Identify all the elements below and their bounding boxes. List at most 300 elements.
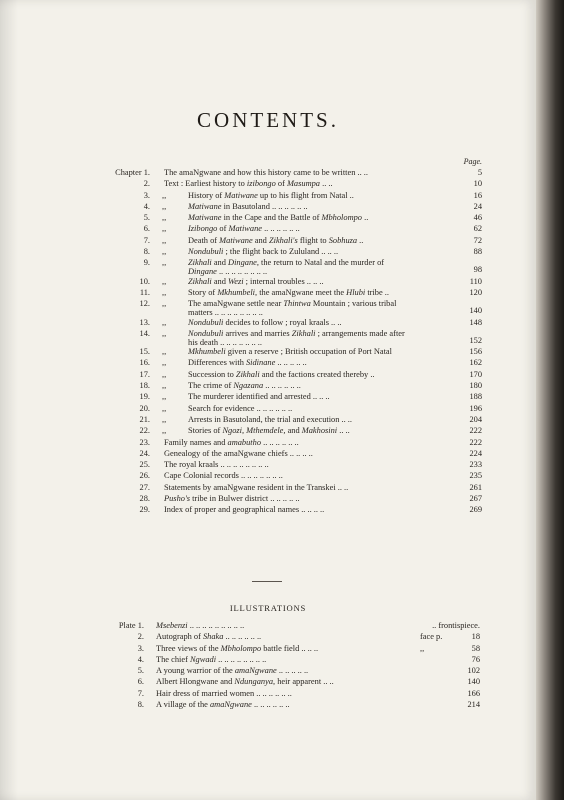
- title-line: [188, 392, 330, 401]
- chapter-title: [188, 191, 442, 200]
- title-line: [164, 179, 333, 188]
- page-title: CONTENTS.: [197, 108, 339, 132]
- italic-text: Nondubuli: [188, 247, 224, 257]
- italic-text: Sidinane: [245, 358, 276, 368]
- italic-text: amaNgwane: [209, 700, 252, 710]
- title-line: [188, 329, 405, 338]
- title-line: [164, 483, 348, 492]
- ditto-mark: ,,: [162, 287, 167, 297]
- illustration-entry: [102, 632, 480, 643]
- chapter-number: 9.: [143, 258, 150, 268]
- entry-text: ; internal troubles .. .. ..: [243, 276, 324, 286]
- illustration-entry: [102, 644, 480, 655]
- italic-text: Nondubuli: [188, 317, 224, 327]
- italic-text: Matiwane: [224, 190, 258, 200]
- toc-entry: [102, 168, 482, 179]
- chapter-title: [188, 236, 442, 245]
- page-number: 222: [469, 437, 482, 447]
- chapter-number: 29.: [139, 505, 150, 515]
- page-number: 235: [469, 471, 482, 481]
- title-line: [188, 247, 338, 256]
- entry-text: Stories of: [188, 426, 223, 436]
- ditto-mark: ,,: [162, 414, 167, 424]
- entry-text: up to his flight from Natal ..: [257, 190, 354, 200]
- section-divider: [252, 581, 282, 582]
- page-number: .. frontispiece.: [432, 621, 480, 630]
- toc-entry: [102, 460, 482, 471]
- chapter-number: 10.: [139, 276, 150, 286]
- italic-text: Thintwa: [283, 299, 311, 309]
- ditto-mark: ,,: [162, 247, 167, 257]
- ditto-mark: ,,: [162, 201, 167, 211]
- illustration-title: [156, 644, 414, 653]
- chapter-title: [188, 426, 442, 435]
- toc-entry: [102, 247, 482, 258]
- italic-text: Mkhumbeli: [188, 347, 226, 357]
- illustration-entry: [102, 621, 480, 632]
- page-number: 5: [477, 168, 482, 177]
- chapter-title: [188, 277, 442, 286]
- illustration-title: [156, 655, 414, 664]
- entry-text: Death of: [188, 235, 220, 245]
- ditto-mark: ,,: [162, 358, 167, 368]
- illustrations-heading: ILLUSTRATIONS: [229, 603, 307, 613]
- facing-page-label: ,,: [420, 643, 425, 653]
- chapter-title: [164, 449, 442, 458]
- entry-text: Three views of the: [156, 643, 221, 653]
- italic-text: Wezi: [228, 276, 244, 286]
- plate-number: 5.: [137, 666, 144, 676]
- plate-number: 8.: [137, 700, 144, 710]
- entry-text: , the amaNgwane meet the: [255, 287, 347, 297]
- entry-text: Arrests in Basutoland, the trial and execution .. ..: [188, 414, 352, 424]
- entry-text: A village of the: [156, 700, 210, 710]
- ditto-mark: ,,: [162, 235, 167, 245]
- toc-entry: [102, 370, 482, 381]
- entry-text: A young warrior of the: [156, 666, 235, 676]
- page-number: 72: [473, 235, 482, 245]
- italic-text: izibongo: [246, 179, 276, 189]
- title-line-continued: [188, 308, 442, 317]
- page-number: 224: [469, 448, 482, 458]
- page-number: 140: [469, 306, 482, 316]
- chapter-title: [188, 392, 442, 401]
- entry-text: ; the flight back to Zululand .. .. ..: [223, 247, 339, 257]
- ditto-mark: ,,: [162, 276, 167, 286]
- entry-text: .. .. .. .. .. ..: [261, 437, 299, 447]
- ditto-mark: ,,: [162, 403, 167, 413]
- toc-entry: [102, 381, 482, 392]
- title-line: [188, 358, 307, 367]
- ditto-mark: ,,: [162, 213, 167, 223]
- italic-text: Pusho's: [164, 494, 190, 504]
- entry-text: tribe ..: [365, 287, 389, 297]
- chapter-title: [188, 224, 442, 233]
- page-number: 162: [469, 358, 482, 368]
- illustration-title: [156, 677, 414, 686]
- entry-text: .. .. .. .. .. ..: [261, 224, 300, 234]
- italic-text: Dingane: [228, 258, 257, 268]
- entry-text: The chief: [156, 654, 190, 664]
- toc-entry: [102, 471, 482, 482]
- chapter-title: [188, 329, 442, 347]
- entry-text: The royal kraals .. .. .. .. .. .. .. ..: [164, 460, 269, 470]
- title-line: [188, 224, 300, 233]
- chapter-title: [188, 258, 442, 276]
- chapter-title: [188, 318, 442, 327]
- chapter-number: 16.: [139, 358, 150, 368]
- toc-entry: [102, 392, 482, 403]
- title-line: [188, 213, 368, 222]
- ditto-mark: ,,: [162, 224, 167, 234]
- page-number: 188: [469, 392, 482, 402]
- toc-entry: [102, 179, 482, 190]
- entry-text: .. .. .. .. ..: [276, 666, 309, 676]
- entry-text: flight to: [297, 235, 329, 245]
- chapter-title: [164, 168, 442, 177]
- chapter-number: 17.: [139, 369, 150, 379]
- title-line: [188, 258, 384, 267]
- toc-entry: [102, 505, 482, 516]
- entry-text: ..: [362, 213, 369, 223]
- page-number: 58: [471, 643, 480, 653]
- title-line-continued: [188, 338, 442, 347]
- page-number: 62: [473, 224, 482, 234]
- entry-text: Differences with: [188, 358, 246, 368]
- chapter-title: [188, 288, 442, 297]
- title-line: [188, 426, 350, 435]
- italic-text: Matiwane: [188, 213, 222, 223]
- italic-text: Izibongo: [188, 224, 218, 234]
- toc-entry: [102, 236, 482, 247]
- entry-text: , the return to Natal and the murder of: [256, 258, 385, 268]
- entry-text: Hair dress of married women .. .. .. .. .. ..: [156, 688, 292, 698]
- chapter-title: [188, 358, 442, 367]
- toc-entry: [102, 358, 482, 369]
- page-number: 267: [469, 494, 482, 504]
- entry-text: .. .. .. .. .. .. .. .. ..: [187, 621, 245, 630]
- entry-text: ..: [357, 235, 364, 245]
- italic-text: Ngwadi: [189, 654, 217, 664]
- title-line: [188, 347, 392, 356]
- toc-entry: [102, 213, 482, 224]
- chapter-title: [164, 505, 442, 514]
- toc-entry: [102, 347, 482, 358]
- illustration-title: [156, 621, 414, 630]
- page-number: 76: [471, 654, 480, 664]
- entry-text: Succession to: [188, 369, 236, 379]
- chapter-number: 4.: [143, 201, 150, 211]
- entry-text: ; arrangements made after: [315, 328, 405, 338]
- toc-entry: [102, 299, 482, 317]
- entry-text: History of: [188, 190, 225, 200]
- italic-text: amabutho: [227, 437, 261, 447]
- entry-text: matters .. .. .. .. .. .. .. ..: [188, 308, 263, 318]
- chapter-title: [164, 438, 442, 447]
- illustration-title: [156, 632, 414, 641]
- chapter-number: 20.: [139, 403, 150, 413]
- chapter-number: 18.: [139, 381, 150, 391]
- plate-number: 6.: [137, 677, 144, 687]
- title-line: [188, 299, 396, 308]
- illustration-title: [156, 666, 414, 675]
- ditto-mark: ,,: [162, 317, 167, 327]
- ditto-mark: ,,: [162, 392, 167, 402]
- toc-entry: [102, 426, 482, 437]
- page-number: 98: [473, 265, 482, 275]
- italic-text: Matiwane: [228, 224, 262, 234]
- plate-number: 3.: [137, 643, 144, 653]
- illustration-entry: [102, 655, 480, 666]
- chapter-number: 15.: [139, 347, 150, 357]
- entry-text: .. ..: [320, 179, 333, 189]
- chapter-number: 14.: [139, 328, 150, 338]
- title-line: [188, 202, 308, 211]
- page-number: 152: [469, 335, 482, 345]
- entry-text: of: [275, 179, 287, 189]
- ditto-mark: ,,: [162, 347, 167, 357]
- title-line: [188, 415, 352, 424]
- italic-text: Msebenzi: [156, 621, 188, 630]
- page-number: 196: [469, 403, 482, 413]
- chapter-title: [188, 347, 442, 356]
- chapter-number: 5.: [143, 213, 150, 223]
- page-number: 170: [469, 369, 482, 379]
- toc-entry: [102, 277, 482, 288]
- italic-text: Shaka: [202, 632, 224, 642]
- italic-text: Masumpa: [286, 179, 320, 189]
- chapter-title: [188, 404, 442, 413]
- page-number: 148: [469, 317, 482, 327]
- chapter-number: 12.: [139, 299, 150, 309]
- entry-text: and: [211, 258, 229, 268]
- chapter-number: 28.: [139, 494, 150, 504]
- chapter-number: 13.: [139, 317, 150, 327]
- chapter-number: 22.: [139, 426, 150, 436]
- illustration-title: [156, 689, 414, 698]
- toc-entry: [102, 415, 482, 426]
- ditto-mark: ,,: [162, 328, 167, 338]
- page-number: 88: [473, 247, 482, 257]
- chapter-number: 19.: [139, 392, 150, 402]
- page-number: 140: [467, 677, 480, 687]
- entry-text: Statements by amaNgwane resident in the Transkei .. ..: [164, 482, 349, 492]
- italic-text: Mbholompo: [321, 213, 362, 223]
- chapter-number: 7.: [143, 235, 150, 245]
- title-line-continued: [188, 267, 442, 276]
- toc-entry: [102, 202, 482, 213]
- entry-text: .. .. .. .. .. .. .. ..: [216, 654, 267, 664]
- entry-text: and: [252, 235, 269, 245]
- chapter-title: [164, 483, 442, 492]
- page-number: 233: [469, 460, 482, 470]
- chapter-number: 25.: [139, 460, 150, 470]
- plate-number: Plate 1.: [118, 621, 144, 630]
- chapter-title: [164, 460, 442, 469]
- chapter-title: [164, 179, 442, 188]
- italic-text: Zikhali: [188, 276, 212, 286]
- page-number: 102: [467, 666, 480, 676]
- entry-text: tribe in Bulwer district .. .. .. .. ..: [190, 494, 300, 504]
- entry-text: Index of proper and geographical names .. .. .. ..: [164, 505, 325, 515]
- toc-entry: [102, 404, 482, 415]
- entry-text: The amaNgwane and how this history came to be written .. ..: [164, 168, 368, 177]
- entry-text: The murderer identified and arrested .. .. ..: [188, 392, 330, 402]
- title-line: [188, 404, 292, 413]
- title-line: [164, 168, 368, 177]
- entry-text: The crime of: [188, 381, 234, 391]
- illustration-entry: [102, 689, 480, 700]
- chapter-title: [164, 494, 442, 503]
- entry-text: Text : Earliest history to: [164, 179, 247, 189]
- entry-text: decides to follow ; royal kraals .. ..: [223, 317, 342, 327]
- contents-rows: [102, 168, 482, 517]
- page-number: 156: [469, 347, 482, 357]
- title-line: [188, 370, 375, 379]
- entry-text: .. .. .. .. .. ..: [251, 700, 290, 710]
- entry-text: .. .. .. .. .. .. .. ..: [216, 267, 268, 277]
- toc-entry: [102, 449, 482, 460]
- page-number: 166: [467, 688, 480, 698]
- italic-text: Hlubi: [346, 287, 366, 297]
- italic-text: Matiwane: [219, 235, 253, 245]
- italic-text: Ndunganya: [234, 677, 274, 687]
- page-column-header: Page.: [463, 157, 482, 166]
- chapter-title: [188, 415, 442, 424]
- ditto-mark: ,,: [162, 426, 167, 436]
- chapter-title: [188, 213, 442, 222]
- title-line: [188, 277, 324, 286]
- page-number: 222: [469, 426, 482, 436]
- chapter-title: [188, 370, 442, 379]
- italic-text: Mbholompo: [220, 643, 262, 653]
- title-line: [164, 438, 299, 447]
- italic-text: Zikhali: [291, 328, 316, 338]
- plate-number: 7.: [137, 688, 144, 698]
- chapter-number: Chapter 1.: [115, 168, 150, 177]
- title-line: [164, 505, 324, 514]
- page-number: 120: [469, 287, 482, 297]
- italic-text: Makhosini: [301, 426, 338, 436]
- entry-text: in the Cape and the Battle of: [221, 213, 322, 223]
- entry-text: battle field .. .. ..: [261, 643, 319, 653]
- page-number: 180: [469, 381, 482, 391]
- toc-entry: [102, 438, 482, 449]
- entry-text: .. ..: [337, 426, 350, 436]
- page-number: 10: [473, 179, 482, 189]
- italic-text: Nondubuli: [188, 328, 224, 338]
- title-line: [188, 236, 363, 245]
- page-number: 261: [469, 482, 482, 492]
- title-line: [188, 288, 389, 297]
- entry-text: and: [211, 276, 229, 286]
- entry-text: Cape Colonial records .. .. .. .. .. .. ..: [164, 471, 283, 481]
- illustration-entry: [102, 700, 480, 711]
- entry-text: in Basutoland .. .. .. .. .. ..: [221, 201, 308, 211]
- ditto-mark: ,,: [162, 190, 167, 200]
- ditto-mark: ,,: [162, 369, 167, 379]
- italic-text: amaNgwane: [234, 666, 277, 676]
- toc-entry: [102, 494, 482, 505]
- page-number: 18: [471, 632, 480, 642]
- toc-entry: [102, 329, 482, 347]
- plate-number: 2.: [137, 632, 144, 642]
- entry-text: arrives and marries: [223, 328, 292, 338]
- entry-text: given a reserve ; British occupation of Port Natal: [225, 347, 392, 357]
- entry-text: Family names and: [164, 437, 228, 447]
- entry-text: Albert Hlongwane and: [156, 677, 235, 687]
- chapter-number: 11.: [139, 287, 150, 297]
- chapter-number: 23.: [139, 437, 150, 447]
- chapter-number: 3.: [143, 190, 150, 200]
- entry-text: Search for evidence .. .. .. .. .. ..: [188, 403, 293, 413]
- page-number: 110: [469, 276, 482, 286]
- title-line: [164, 494, 300, 503]
- italic-text: Sobhuza: [328, 235, 358, 245]
- entry-text: The amaNgwane settle near: [188, 299, 284, 309]
- toc-entry: [102, 288, 482, 299]
- toc-entry: [102, 191, 482, 202]
- entry-text: his death .. .. .. .. .. .. ..: [188, 337, 262, 347]
- ditto-mark: ,,: [162, 258, 167, 268]
- italic-text: Zikhali's: [268, 235, 298, 245]
- title-line: [188, 318, 342, 327]
- toc-entry: [102, 483, 482, 494]
- italic-text: Ngazana: [233, 381, 264, 391]
- chapter-title: [164, 471, 442, 480]
- title-line: [188, 381, 301, 390]
- entry-text: Mountain ; various tribal: [310, 299, 397, 309]
- italic-text: Zikhali: [188, 258, 212, 268]
- italic-text: Zikhali: [235, 369, 260, 379]
- entry-text: .. .. .. .. ..: [275, 358, 307, 368]
- illustration-rows: [102, 621, 480, 711]
- illustration-entry: [102, 677, 480, 688]
- italic-text: Mkhumbeli: [217, 287, 255, 297]
- chapter-title: [188, 247, 442, 256]
- page-edge-shadow: [536, 0, 564, 800]
- title-line: [164, 460, 269, 469]
- title-line: [164, 471, 283, 480]
- toc-entry: [102, 318, 482, 329]
- chapter-title: [188, 381, 442, 390]
- ditto-mark: ,,: [162, 381, 167, 391]
- facing-page-label: face p.: [420, 632, 443, 642]
- chapter-title: [188, 299, 442, 317]
- title-line: [164, 449, 313, 458]
- italic-text: Ngozi, Mthemdele,: [222, 426, 286, 436]
- illustrations-table: [102, 621, 480, 711]
- illustration-entry: [102, 666, 480, 677]
- page-number: 269: [469, 505, 482, 515]
- entry-text: .. .. .. .. .. ..: [223, 632, 262, 642]
- entry-text: Autograph of: [156, 632, 203, 642]
- page-number: 46: [473, 213, 482, 223]
- toc-entry: [102, 224, 482, 235]
- page-number: 204: [469, 414, 482, 424]
- entry-text: and the factions created thereby ..: [259, 369, 375, 379]
- entry-text: .. .. .. .. .. ..: [263, 381, 301, 391]
- entry-text: , heir apparent .. ..: [273, 677, 334, 687]
- chapter-number: 21.: [139, 414, 150, 424]
- entry-text: Story of: [188, 287, 218, 297]
- italic-text: Dingane: [188, 267, 217, 277]
- page-number: 24: [473, 201, 482, 211]
- chapter-number: 6.: [143, 224, 150, 234]
- italic-text: Matiwane: [188, 201, 222, 211]
- entry-text: of: [217, 224, 229, 234]
- chapter-number: 2.: [143, 179, 150, 189]
